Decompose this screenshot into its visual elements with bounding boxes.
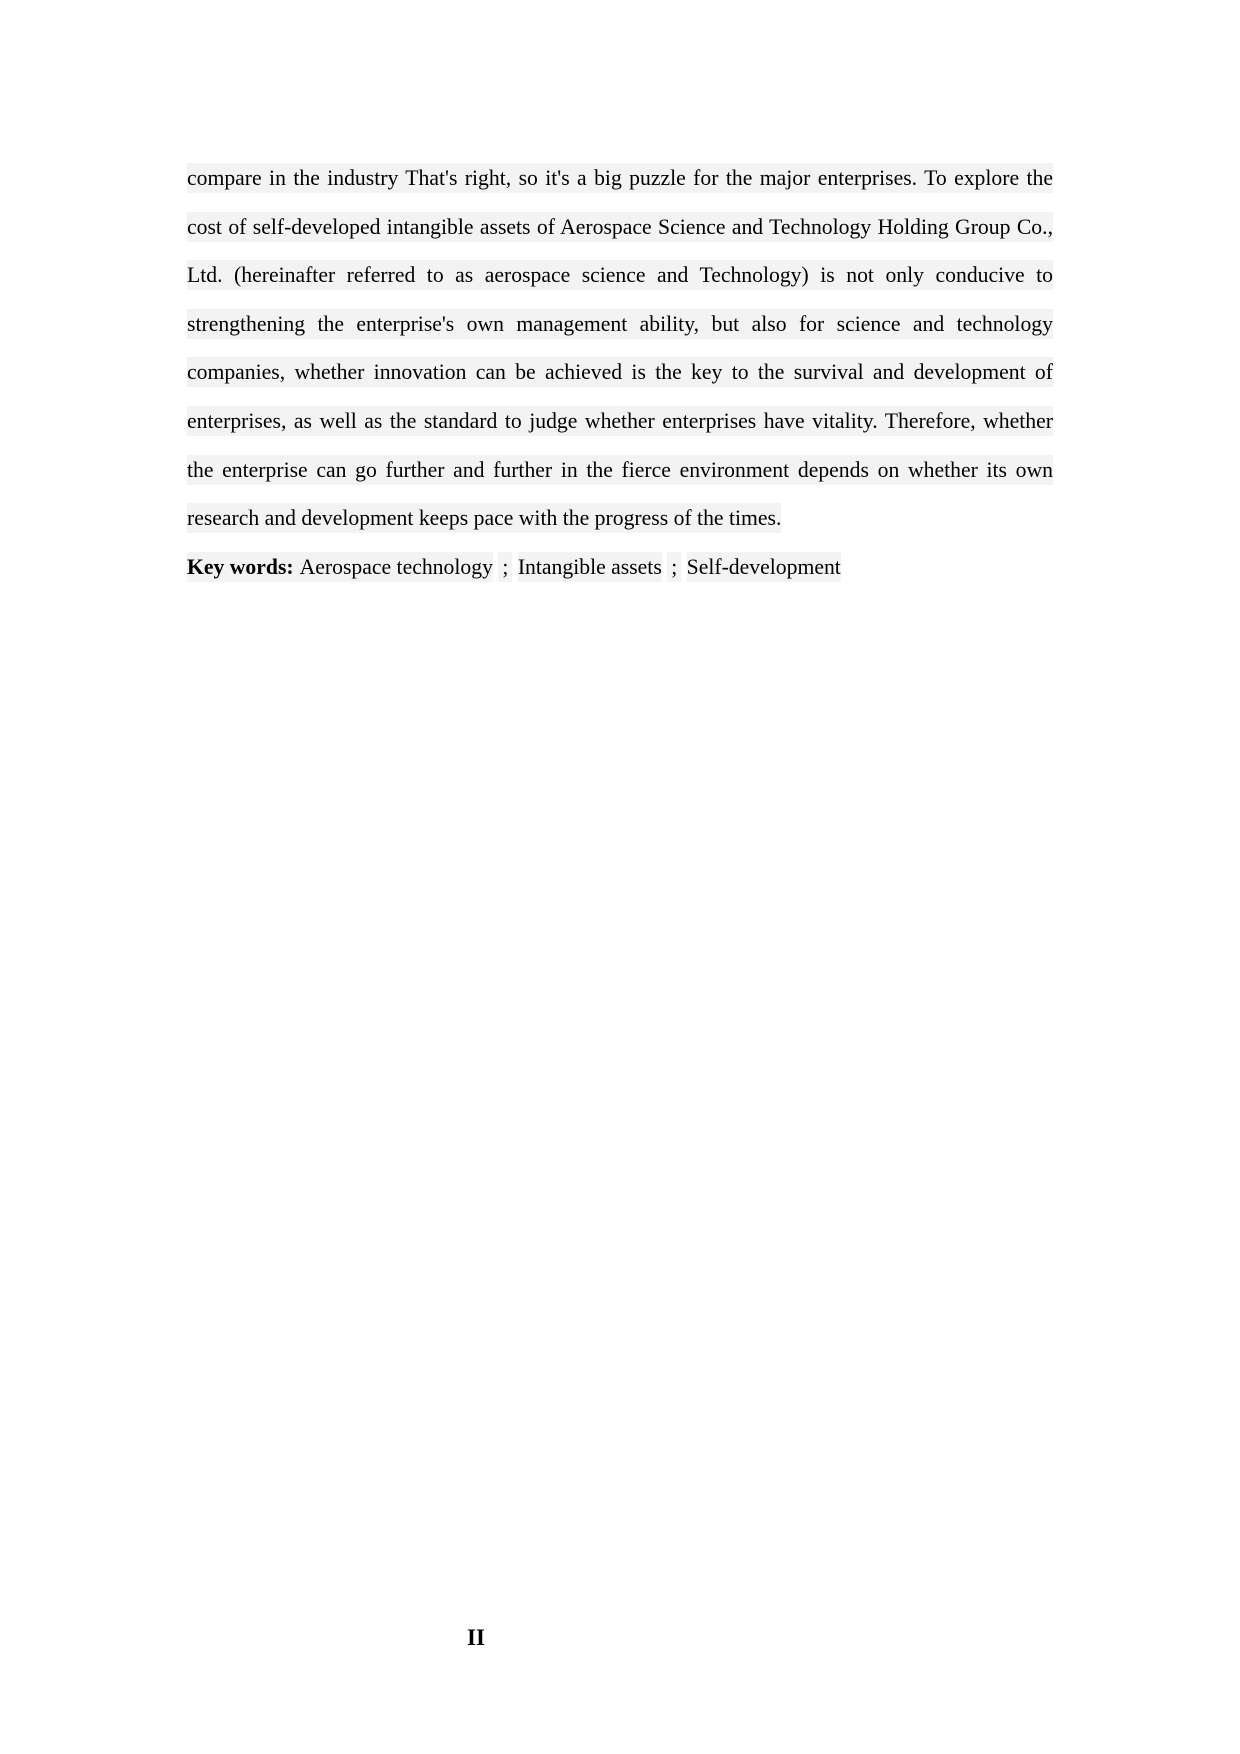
- keywords-separator: ;: [667, 552, 681, 582]
- keywords-line: [187, 543, 1053, 592]
- keywords-separator: ;: [498, 552, 512, 582]
- abstract-line: [187, 397, 1053, 446]
- keyword-item-intangible-assets: Intangible assets: [518, 552, 662, 582]
- keywords-label: Key words:: [187, 554, 294, 579]
- abstract-line: [187, 154, 1053, 203]
- highlighted-text: research and development keeps pace with the progress of the times.: [187, 503, 781, 533]
- highlighted-text: strengthening the enterprise's own management ability, but also for science and technology: [187, 309, 1053, 339]
- keyword-item-self-development: Self-development: [687, 552, 841, 582]
- highlighted-text: the enterprise can go further and further in the fierce environment depends on whether its own: [187, 455, 1053, 485]
- abstract-line: [187, 251, 1053, 300]
- abstract-line: [187, 348, 1053, 397]
- abstract-content: [187, 154, 1053, 591]
- keyword-item-aerospace-technology: Aerospace technology: [299, 554, 493, 579]
- highlighted-text: companies, whether innovation can be achieved is the key to the survival and development of: [187, 357, 1053, 387]
- highlighted-text: compare in the industry That's right, so it's a big puzzle for the major enterprises. To explore the: [187, 163, 1053, 193]
- abstract-paragraph: [187, 154, 1053, 543]
- page-number: II: [467, 1625, 485, 1650]
- highlighted-text: cost of self-developed intangible assets of Aerospace Science and Technology Holding Group Co.,: [187, 212, 1053, 242]
- highlighted-text: Ltd. (hereinafter referred to as aerospace science and Technology) is not only conducive to: [187, 260, 1053, 290]
- abstract-line: [187, 300, 1053, 349]
- highlighted-text: enterprises, as well as the standard to judge whether enterprises have vitality. Therefore, whether: [187, 406, 1053, 436]
- abstract-line: [187, 446, 1053, 495]
- keywords-label-group: [187, 552, 493, 582]
- abstract-line: [187, 494, 1053, 543]
- abstract-line: [187, 203, 1053, 252]
